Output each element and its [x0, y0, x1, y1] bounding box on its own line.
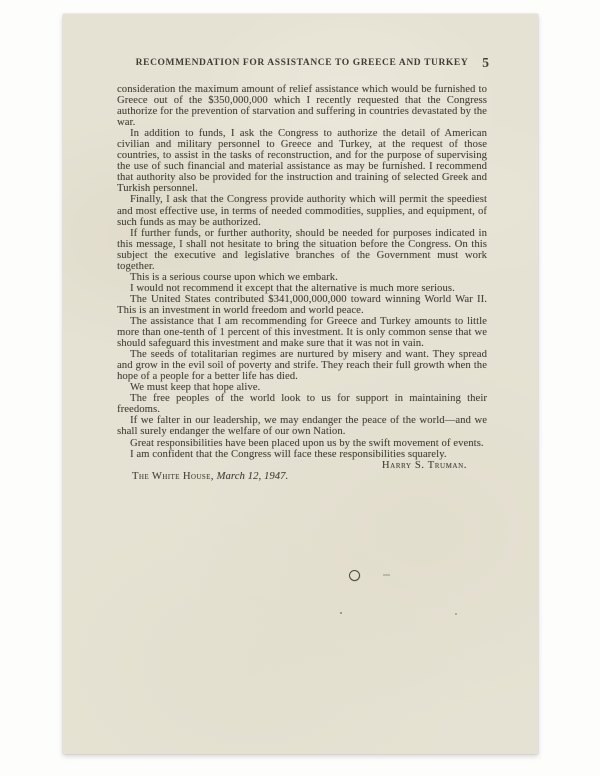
paragraph: The assistance that I am recommending for Greece and Turkey amounts to little more than one-tenth of 1 percent of this investment. It is only common sense that we should safeguard this investment and make sure that it was not in vain. [117, 315, 487, 350]
paragraph: The free peoples of the world look to us for support in maintaining their freedoms. [117, 393, 487, 416]
scan-speck [455, 613, 457, 615]
text-column [117, 14, 487, 754]
running-head-title: RECOMMENDATION FOR ASSISTANCE TO GREECE AND TURKEY [135, 58, 469, 68]
paragraph: I am confident that the Congress will face these responsibilities squarely. [130, 448, 447, 460]
paragraph: consideration the maximum amount of relief assistance which would be furnished to Greece out of the $350,000,000 which I recently requested that the Congress authorize for the prevention of starvation and suffering in countries devastated by the war. [117, 84, 487, 129]
dateline-date: March 12, 1947. [216, 470, 289, 482]
dateline [117, 471, 487, 482]
body-text [117, 84, 487, 482]
scan-speck [383, 574, 390, 576]
end-ornament-circle-icon [349, 570, 360, 581]
dateline-place: The White House, [132, 470, 214, 482]
page-number: 5 [482, 55, 489, 70]
paragraph: This is a serious course upon which we embark. [130, 271, 338, 283]
paragraph: If we falter in our leadership, we may endanger the peace of the world—and we shall surely endanger the welfare of our own Nation. [117, 415, 487, 438]
signature: Harry S. Truman. [381, 459, 467, 471]
paragraph: The United States contributed $341,000,000,000 toward winning World War II. This is an investment in world freedom and world peace. [117, 293, 487, 316]
document-page [63, 14, 538, 754]
paragraph: Finally, I ask that the Congress provide authority which will permit the speediest and most effective use, in terms of needed commodities, supplies, and equipment, of such funds as may be authorized. [117, 194, 487, 228]
paragraph: If further funds, or further authority, should be needed for purposes indicated in this message, I shall not hesitate to bring the situation before the Congress. On this subject the executive and legislative branches of the Government must work together. [117, 227, 487, 272]
paragraph: The seeds of totalitarian regimes are nurtured by misery and want. They spread and grow in the evil soil of poverty and strife. They reach their full growth when the hope of a people for a better life has died. [117, 349, 487, 383]
paragraph: We must keep that hope alive. [130, 382, 261, 394]
paragraph: Great responsibilities have been placed upon us by the swift movement of events. [130, 437, 484, 449]
paragraph: In addition to funds, I ask the Congress to authorize the detail of American civilian and military personnel to Greece and Turkey, at the request of those countries, to assist in the tasks of reconstruction, and for the purpose of supervising the use of such financial and material assistance as may be furnished. I recommend that authority also be provided for the instruction and training of selected Greek and Turkish personnel. [117, 128, 487, 195]
scan-speck [340, 612, 342, 614]
paragraph: I would not recommend it except that the alternative is much more serious. [130, 282, 455, 294]
